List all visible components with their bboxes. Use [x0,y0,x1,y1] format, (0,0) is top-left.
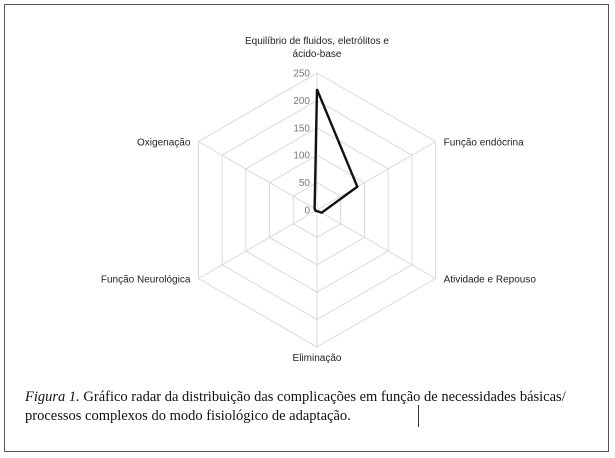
caption-label: Figura 1. [25,389,80,405]
category-label-2 [444,275,537,286]
tick-label-1: 50 [298,178,310,190]
category-label-5 [137,138,191,149]
category-label-1 [444,138,524,149]
radar-chart [5,5,610,375]
category-label-line: ácido-base [292,49,342,60]
data-point-0-0 [316,89,318,91]
tick-label-2: 100 [293,150,310,162]
tick-label-3: 150 [293,123,310,135]
tick-label-0: 0 [304,205,310,217]
tick-label-4: 200 [293,95,310,107]
category-label-line: Função endócrina [443,137,524,149]
category-label-line: Oxigenação [137,137,191,149]
spoke-1 [317,142,436,211]
category-label-3 [293,353,342,364]
category-label-line: Eliminação [292,353,342,364]
data-point-0-2 [321,212,323,214]
data-point-0-5 [314,208,316,210]
series-line-0 [315,89,358,212]
data-point-0-4 [315,210,317,212]
radar-series [314,89,358,214]
spoke-2 [317,210,436,279]
category-label-line: Função Neurológica [100,274,191,286]
radar-category-labels [101,36,536,364]
category-label-line: Equilíbrio de fluidos, eletrólitos e [245,36,389,47]
caption-text: Gráfico radar da distribuição das complicações em função de necessidades básicas/ processos complexos do modo fisiológico de adaptação. [25,389,566,424]
category-label-4 [101,275,191,286]
text-cursor [418,405,419,427]
category-label-0 [245,36,389,60]
figure-caption [25,388,605,426]
tick-label-5: 250 [293,68,310,80]
data-point-0-3 [316,210,318,212]
spoke-4 [198,210,317,279]
data-point-0-1 [357,186,359,188]
category-label-line: Atividade e Repouso [443,274,536,286]
figure-frame [4,4,609,452]
